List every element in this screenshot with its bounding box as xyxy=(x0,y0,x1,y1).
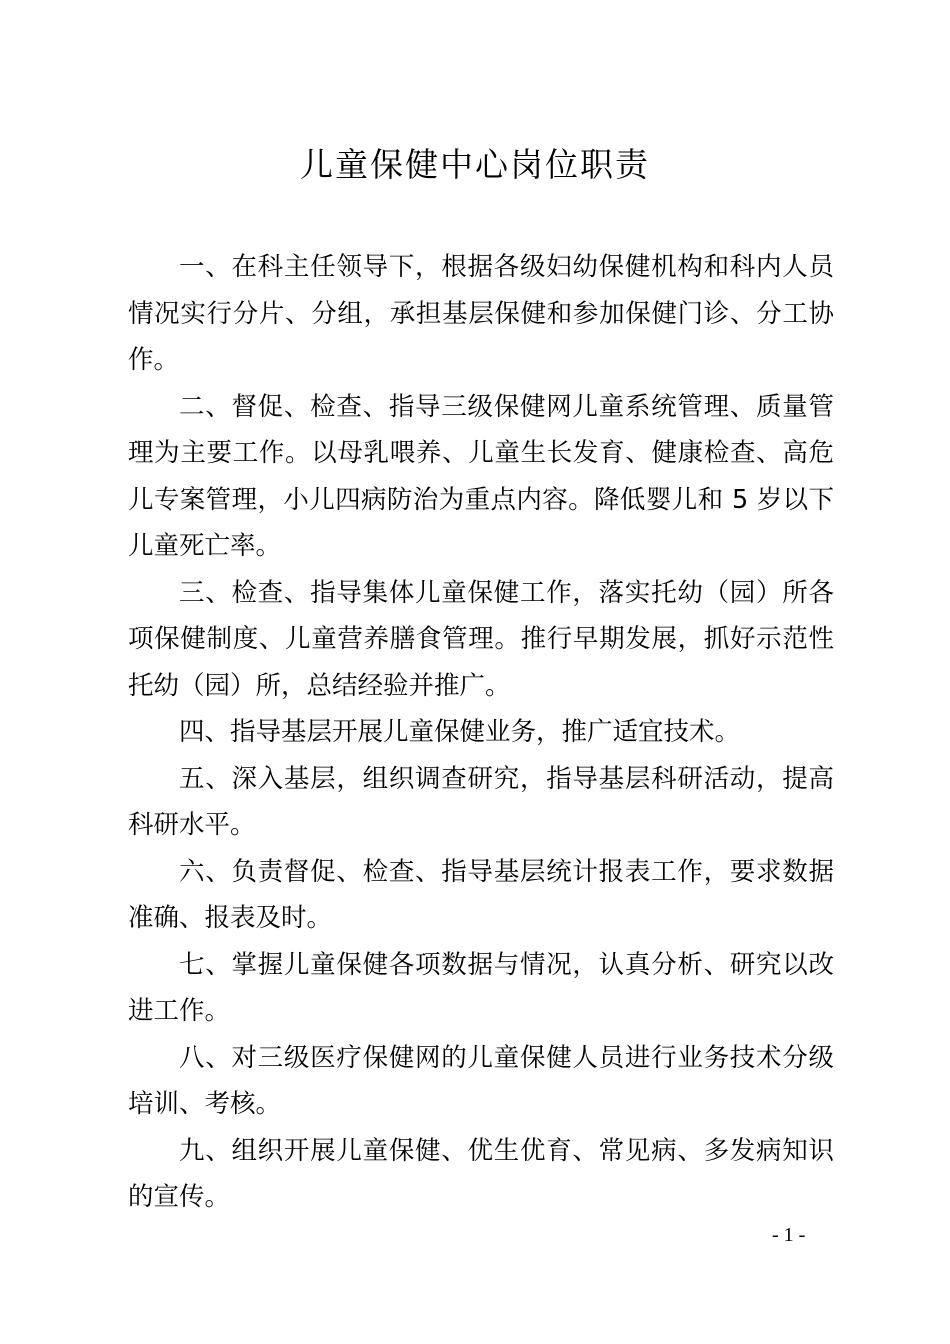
duty-paragraph-2: 二、督促、检查、指导三级保健网儿童系统管理、质量管理为主要工作。以母乳喂养、儿童生长发育、健康检查、高危儿专案管理，小儿四病防治为重点内容。降低婴儿和 5 岁以下儿童死亡率。 xyxy=(128,391,834,561)
document-body xyxy=(128,244,834,1221)
duty-paragraph-9: 九、组织开展儿童保健、优生优育、常见病、多发病知识的宣传。 xyxy=(128,1135,834,1212)
duty-paragraph-4: 四、指导基层开展儿童保健业务，推广适宜技术。 xyxy=(179,717,741,747)
document-title: 儿童保健中心岗位职责 xyxy=(300,145,650,184)
duty-paragraph-6: 六、负责督促、检查、指导基层统计报表工作，要求数据准确、报表及时。 xyxy=(128,856,834,933)
page-number: - 1 - xyxy=(772,1224,806,1246)
duty-paragraph-7: 七、掌握儿童保健各项数据与情况，认真分析、研究以改进工作。 xyxy=(128,949,834,1026)
duty-paragraph-1: 一、在科主任领导下，根据各级妇幼保健机构和科内人员情况实行分片、分组，承担基层保健和参加保健门诊、分工协作。 xyxy=(128,252,834,375)
duty-paragraph-3: 三、检查、指导集体儿童保健工作，落实托幼（园）所各项保健制度、儿童营养膳食管理。推行早期发展，抓好示范性托幼（园）所，总结经验并推广。 xyxy=(128,577,834,701)
duty-paragraph-5: 五、深入基层，组织调查研究，指导基层科研活动，提高科研水平。 xyxy=(128,763,834,840)
duty-paragraph-8: 八、对三级医疗保健网的儿童保健人员进行业务技术分级培训、考核。 xyxy=(128,1042,834,1119)
